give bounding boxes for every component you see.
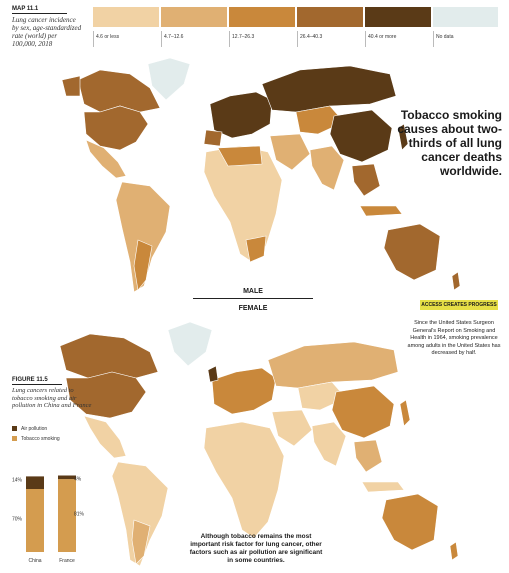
male-middle-east xyxy=(270,134,310,170)
air-pollution-label: Air pollution xyxy=(21,426,48,432)
female-label: FEMALE xyxy=(238,305,268,312)
access-badge: ACCESS CREATES PROGRESS xyxy=(421,302,497,308)
tobacco-callout: Tobacco smoking causes about two-thirds of all lung cancer deaths worldwide. xyxy=(397,108,502,178)
bar-value-label: 81% xyxy=(74,511,85,518)
female-greenland xyxy=(168,322,212,366)
male-india xyxy=(310,146,344,190)
map-tag: MAP 11.1 xyxy=(12,6,39,12)
female-russia xyxy=(268,342,398,388)
bar-category-label: France xyxy=(59,558,75,564)
map-description: Lung cancer incidence by sex, age-standardized rate (world) per 100,000, 2018 xyxy=(12,16,82,48)
figure-legend-air xyxy=(12,426,47,432)
bar-value-label: 14% xyxy=(12,477,23,484)
female-new-zealand xyxy=(450,542,458,560)
female-australia xyxy=(382,494,438,550)
bar-value-label: 4% xyxy=(74,476,82,483)
female-africa xyxy=(204,422,284,538)
tobacco-swatch xyxy=(12,436,17,441)
male-russia xyxy=(262,66,396,112)
legend-label-6: No data xyxy=(436,34,454,40)
male-south-africa xyxy=(246,236,266,262)
female-india xyxy=(312,422,346,466)
tobacco-label: Tobacco smoking xyxy=(21,436,60,442)
male-alaska xyxy=(62,76,80,96)
female-se-asia xyxy=(354,440,382,472)
legend-label-3: 12.7–26.3 xyxy=(232,34,255,40)
section-divider xyxy=(193,298,313,299)
legend-label-1: 4.6 or less xyxy=(96,34,120,40)
male-label: MALE xyxy=(243,288,263,295)
male-new-zealand xyxy=(452,272,460,290)
bar-china-tobacco-smoking xyxy=(26,489,44,552)
female-japan xyxy=(400,400,410,426)
male-iberia xyxy=(204,130,222,146)
legend-label-4: 26.4–40.3 xyxy=(300,34,323,40)
figure-description: Lung cancers related to tobacco smoking and air pollution in China and France xyxy=(12,387,92,409)
air-pollution-swatch xyxy=(12,426,17,431)
bar-value-label: 70% xyxy=(12,516,23,523)
figure-tag-rule xyxy=(12,384,62,385)
female-world-map xyxy=(60,322,458,566)
female-indonesia xyxy=(362,482,404,492)
bottom-note: Although tobacco remains the most important risk factor for lung cancer, other factors such as air pollution are significant in some countries. xyxy=(189,533,323,564)
bar-category-label: China xyxy=(28,558,42,564)
female-europe xyxy=(212,368,276,414)
bar-china-air-pollution xyxy=(26,476,44,489)
figure-bar-chart xyxy=(12,476,85,565)
female-mexico xyxy=(84,416,126,458)
legend-label-2: 4.7–12.6 xyxy=(164,34,184,40)
male-indonesia xyxy=(360,206,402,216)
legend-label-5: 40.4 or more xyxy=(368,34,397,40)
male-se-asia xyxy=(352,164,380,196)
male-canada xyxy=(78,70,160,112)
figure-tag: FIGURE 11.5 xyxy=(12,377,48,383)
male-europe xyxy=(210,92,272,138)
figure-legend-tobacco xyxy=(12,436,60,442)
female-canada xyxy=(60,334,158,378)
access-text: Since the United States Surgeon General's Report on Smoking and Health in 1964, smoking prevalence among adults in the United States has decreased by half. xyxy=(407,320,501,356)
female-uk xyxy=(208,366,218,382)
male-greenland xyxy=(148,58,190,100)
female-middle-east xyxy=(272,410,312,446)
male-australia xyxy=(384,224,440,280)
